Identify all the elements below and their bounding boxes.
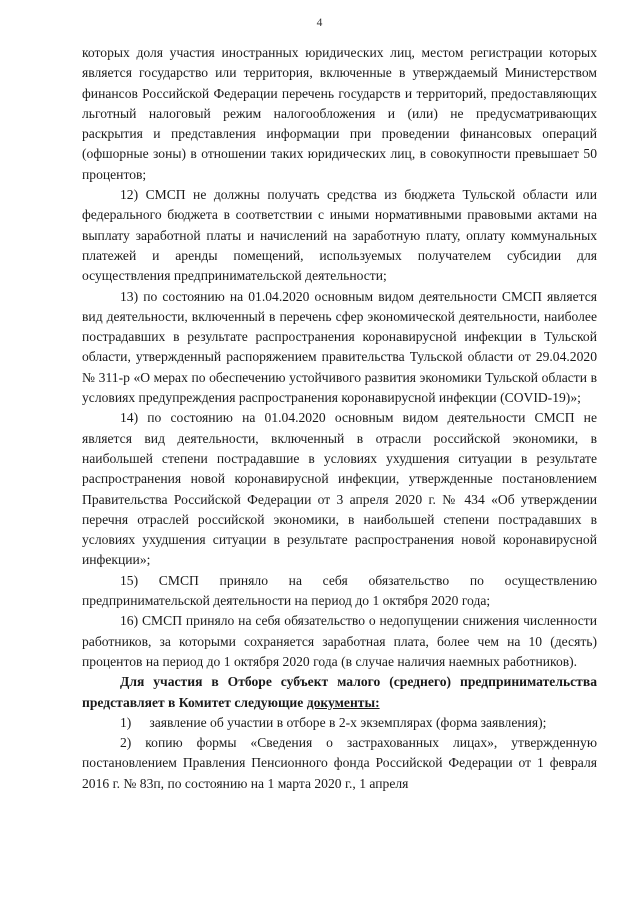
document-item-1-number: 1) — [120, 714, 132, 730]
paragraph-item-12: 12) СМСП не должны получать средства из бюджета Тульской области или федерального бюджета в соответствии с иными нормативными правовыми актами на выплату заработной платы и начислений на заработную плату, оплату коммунальных платежей и аренды помещений, используемых получателем субсидии для осуществления предпринимательской деятельности; — [82, 187, 597, 284]
page-number: 4 — [316, 17, 323, 29]
paragraph-item-13: 13) по состоянию на 01.04.2020 основным видом деятельности СМСП является вид деятельности, включенный в перечень сфер экономической деятельности, наиболее пострадавших в результате распространения коронавирусной инфекции в Тульской области, утвержденный распоряжением правительства Тульской области от 29.04.2020 № 311-р «О мерах по обеспечению устойчивого развития экономики Тульской области в условиях предупреждения распространения коронавирусной инфекции (COVID-19)»; — [82, 288, 597, 406]
document-body — [82, 43, 597, 794]
paragraph-continuation: которых доля участия иностранных юридических лиц, местом регистрации которых является государство или территория, включенные в утверждаемый Министерством финансов Российской Федерации перечень государств и территорий, предоставляющих льготный налоговый режим налогообложения и (или) не предусматривающих раскрытия и представления информации при проведении финансовых операций (офшорные зоны) в отношении таких юридических лиц, в совокупности превышает 50 процентов; — [82, 45, 597, 182]
documents-heading-underlined: документы: — [306, 694, 380, 710]
documents-heading — [82, 672, 597, 713]
paragraph-item-16: 16) СМСП приняло на себя обязательство о недопущении снижения численности работников, за которыми сохраняется заработная плата, более чем на 10 (десять) процентов на период до 1 октября 2020 года (в случае наличия наемных работников). — [82, 613, 597, 669]
paragraph-item-15: 15) СМСП приняло на себя обязательство по осуществлению предпринимательской деятельности на период до 1 октября 2020 года; — [82, 572, 597, 609]
document-item-2: 2) копию формы «Сведения о застрахованных лицах», утвержденную постановлением Правления Пенсионного фонда Российской Федерации от 1 февраля 2016 г. № 83п, по состоянию на 1 марта 2020 г., 1 апреля — [82, 735, 597, 791]
paragraph-item-14: 14) по состоянию на 01.04.2020 основным видом деятельности СМСП не является вид деятельности, включенный в отрасли российской экономики, в наибольшей степени пострадавшие в условиях ухудшения ситуации в результате распространения новой коронавирусной инфекции, утвержденные постановлением Правительства Российской Федерации от 3 апреля 2020 г. № 434 «Об утверждении перечня отраслей российской экономики, в наибольшей степени пострадавших в условиях ухудшения ситуации в результате распространения новой коронавирусной инфекции»; — [82, 410, 597, 568]
document-item-1-text: заявление об участии в отборе в 2-х экземплярах (форма заявления); — [149, 714, 547, 730]
document-item-1 — [82, 713, 597, 733]
documents-heading-text: Для участия в Отборе субъект малого (среднего) предпринимательства представляет в Комитет следующие — [82, 674, 597, 710]
